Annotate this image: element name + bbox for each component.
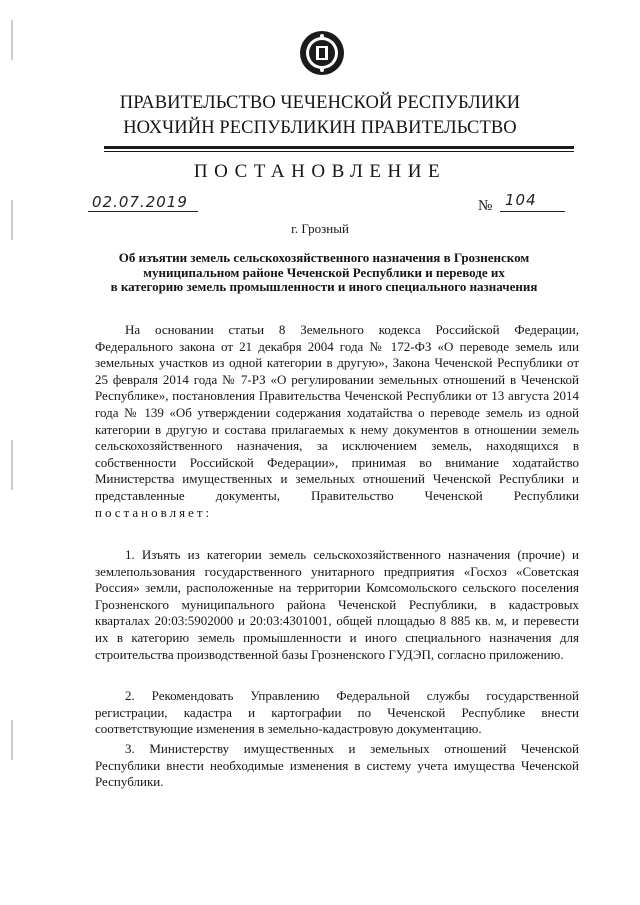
coat-of-arms-icon [299, 28, 345, 78]
number-underline [500, 211, 565, 212]
city: г. Грозный [291, 221, 349, 236]
date-underline [88, 211, 198, 212]
item-paragraph-3: 3. Министерству имущественных и земельных отношений Чеченской Республики внести необходимые изменения в систему учета имущества Чеченской Республики. [95, 741, 579, 790]
margin-mark [11, 20, 13, 890]
document-date: 02.07.2019 [92, 193, 188, 211]
number-label: № [478, 198, 493, 214]
decree-word: постановляет: [95, 504, 213, 520]
item-paragraph-1: 1. Изъять из категории земель сельскохозяйственного назначения (прочие) и землепользования государственного унитарного предприятия «Госхоз «Советская Россия» земли, расположенные на территории Комсомольского сельского поселения Грозненского муниципального района Чеченской Республики, в кадастровых кварталах 20:03:5902000 и 20:03:4301001, общей площадью 8 885 кв. м, и перевести их в категорию земель промышленности и иного специального назначения для строительства производственной базы Грозненского ГУДЭП, согласно приложению. [95, 547, 579, 662]
heading-line: муниципальном районе Чеченской Республики и переводе их [143, 264, 505, 280]
heading-line: в категорию земель промышленности и иного специального назначения [110, 279, 538, 294]
heading-line: Об изъятии земель сельскохозяйственного назначения в Грозненском [118, 250, 530, 265]
government-title: ПРАВИТЕЛЬСТВО ЧЕЧЕНСКОЙ РЕСПУБЛИКИ [119, 93, 521, 113]
document-type: ПОСТАНОВЛЕНИЕ [193, 161, 447, 182]
item-paragraph-2: 2. Рекомендовать Управлению Федеральной службы государственной регистрации, кадастра и картографии по Чеченской Республике внести соответствующие изменения в земельно-кадастровую документацию. [95, 688, 579, 737]
preamble-paragraph [95, 322, 579, 521]
preamble-text: На основании статьи 8 Земельного кодекса Российской Федерации, Федерального закона от 21 декабря 2004 года № 172-ФЗ «О переводе земель или земельных участков из одной категории в другую», Закона Чеченской Республики от 25 февраля 2014 года № 7-РЗ «О регулировании земельных отношений в Чеченской Республике», постановления Правительства Чеченской Республики от 13 августа 2014 года № 139 «Об утверждении содержания ходатайства о переводе земель из одной категории в другую и состава прилагаемых к нему документов в отношении земель сельскохозяйственного назначения, за исключением земель, находящихся в собственности Российской Федерации», принимая во внимание ходатайство Министерства имущественных и земельных отношений Чеченской Республики и представленные документы, Правительство Чеченской Республики [95, 322, 579, 503]
header-divider-thick [104, 146, 574, 149]
document-heading [100, 251, 548, 295]
document-number: 104 [505, 191, 537, 209]
government-title-chechen: НОХЧИЙН РЕСПУБЛИКИН ПРАВИТЕЛЬСТВО [123, 118, 517, 138]
header-divider-thin [104, 151, 574, 152]
